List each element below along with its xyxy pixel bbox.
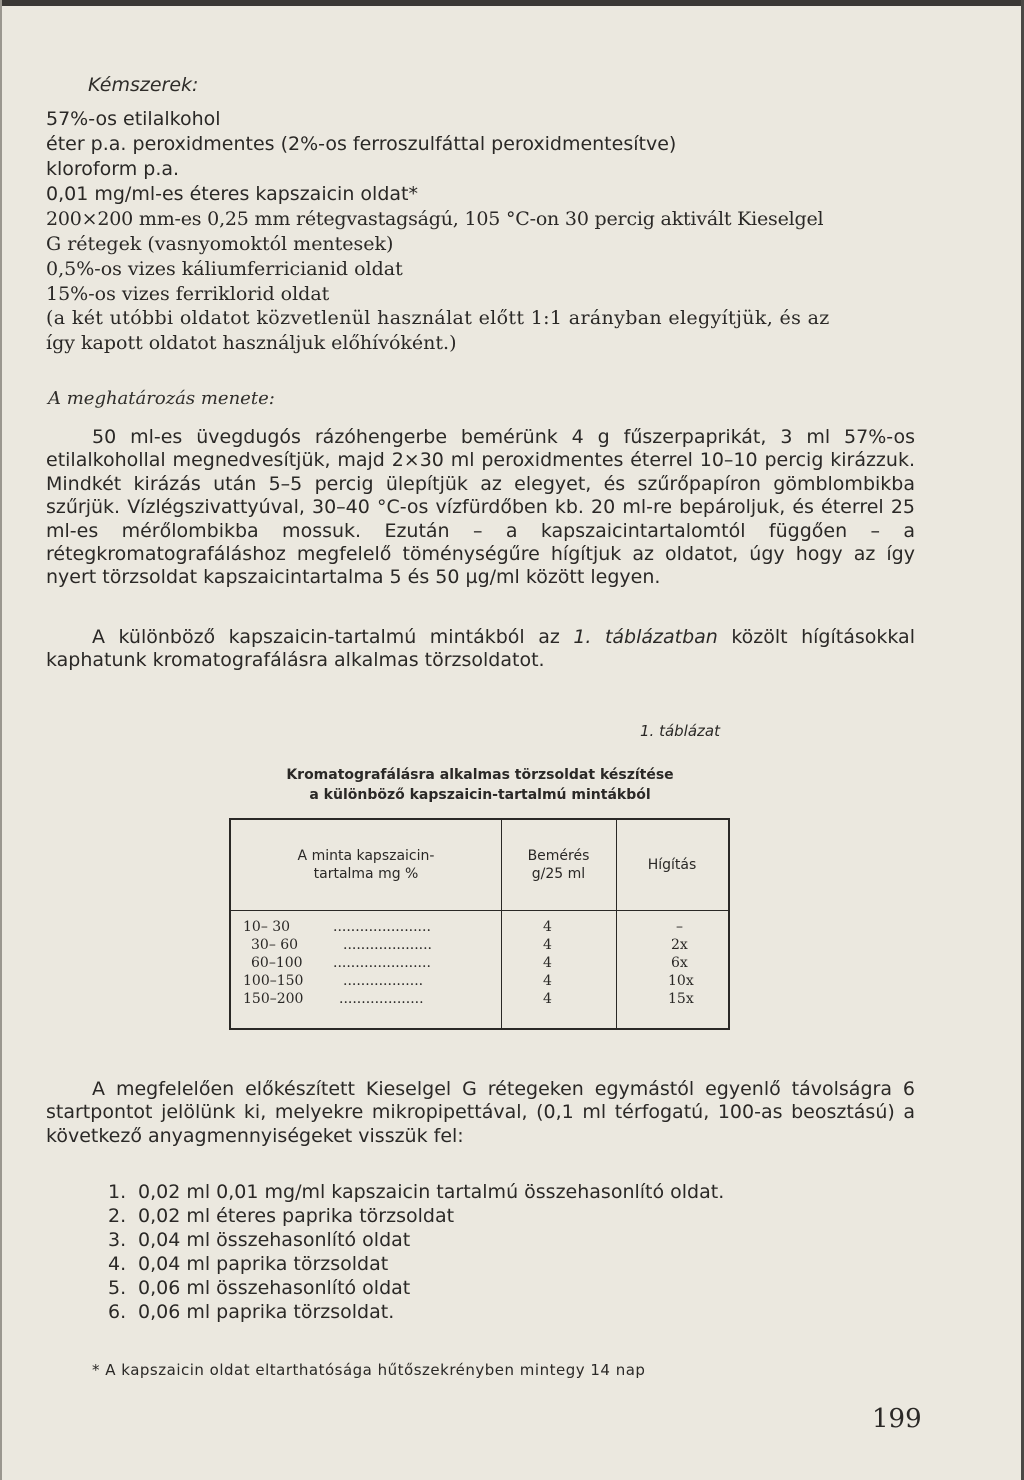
page-number: 199 [872,1404,922,1434]
page-edge-left [0,0,2,1480]
reagents-heading: Kémszerek: [88,74,199,96]
reagent-line: így kapott oldatot használjuk előhívóként.) [46,332,457,354]
list-number: 5. [108,1277,127,1299]
table-caption-line1: Kromatografálásra alkalmas törzsoldat készítése [286,767,674,783]
reagent-line: 0,5%-os vizes káliumferricianid oldat [46,258,403,280]
list-item [108,1300,394,1324]
top-rule [0,0,1024,6]
list-text: 0,02 ml éteres paprika törzsoldat [138,1205,455,1227]
table-cell-range: 10– 30 [243,919,291,935]
application-paragraph [46,1078,915,1148]
table-cell-leader: .................... [343,937,433,953]
table-reference-link: 1. táblázatban [573,626,718,648]
table-column-divider [501,820,502,1028]
table-cell-weight: 4 [543,937,552,953]
procedure-heading: A meghatározás menete: [48,388,275,409]
table-header-divider [231,910,728,911]
list-number: 6. [108,1301,127,1323]
table-cell-leader: ...................... [333,955,431,971]
table-cell-dilution: 6x [671,955,688,971]
table-cell-leader: ...................... [333,919,431,935]
reagent-line: G rétegek (vasnyomoktól mentesek) [46,233,394,255]
table-cell-leader: ................... [339,991,424,1007]
list-item [108,1204,454,1228]
list-number: 4. [108,1253,127,1275]
list-text: 0,06 ml összehasonlító oldat [138,1277,411,1299]
table-reference-before: A különböző kapszaicin-tartalmú mintákból az [92,626,574,648]
list-text: 0,06 ml paprika törzsoldat. [138,1301,395,1323]
table-caption-line2: a különböző kapszaicin-tartalmú mintákból [309,787,651,803]
procedure-paragraph-text: 50 ml-es üvegdugós rázóhengerbe bemérünk 4 g fűszerpaprikát, 3 ml 57%-os etilalkohollal megnedvesítjük, majd 2×30 ml peroxidmentes éterrel 10–10 percig kirázzuk. Mindkét kirázás után 5–5 percig ülepítjük az elegyet, és szűrőpapíron gömblombikba szűrjük. Vízlégszivattyúval, 30–40 °C-os vízfürdőben kb. 20 ml-re bepároljuk, és éterrel 25 ml-es mérőlombikba mossuk. Ezután – a kapszaicintartalomtól függően – a rétegkromatografáláshoz megfelelő töménységűre hígítjuk az oldatot, úgy hogy az így nyert törzsoldat kapszaicintartalma 5 és 50 µg/ml között legyen. [46,426,915,589]
list-number: 1. [108,1181,127,1203]
table-cell-dilution: 2x [671,937,688,953]
list-text: 0,02 ml 0,01 mg/ml kapszaicin tartalmú összehasonlító oldat. [138,1181,725,1203]
table-header-weight: Bemérés g/25 ml [527,848,590,882]
application-paragraph-text: A megfelelően előkészített Kieselgel G rétegeken egymástól egyenlő távolságra 6 startpontot jelölünk ki, melyekre mikropipettával, (0,1 ml térfogatú, 100-as beosztású) a következő anyagmennyiségeket visszük fel: [46,1078,915,1147]
list-number: 2. [108,1205,127,1227]
table-header-dilution: Hígítás [647,857,697,873]
table-cell-dilution: – [676,919,683,935]
table-cell-range: 150–200 [243,991,304,1007]
table-cell-leader: .................. [343,973,424,989]
table-reference-after: közölt hígításokkal kaphatunk kromatografálásra alkalmas törzsoldatot. [46,626,915,672]
reagent-line: kloroform p.a. [46,158,180,180]
list-text: 0,04 ml paprika törzsoldat [138,1253,389,1275]
table-cell-dilution: 10x [668,973,694,989]
table-reference-paragraph [46,626,915,673]
list-number: 3. [108,1229,127,1251]
dilution-table [229,818,730,1030]
table-column-divider [616,820,617,1028]
procedure-paragraph [46,426,915,590]
list-item [108,1228,410,1252]
reagent-line: 57%-os etilalkohol [46,108,221,130]
reagent-line: 0,01 mg/ml-es éteres kapszaicin oldat* [46,183,418,205]
table-cell-dilution: 15x [668,991,694,1007]
footnote: * A kapszaicin oldat eltarthatósága hűtőszekrényben mintegy 14 nap [92,1361,646,1379]
reagent-line: éter p.a. peroxidmentes (2%-os ferroszulfáttal peroxidmentesítve) [46,133,677,155]
table-cell-range: 100–150 [243,973,304,989]
table-cell-range: 30– 60 [251,937,299,953]
list-item [108,1252,388,1276]
list-text: 0,04 ml összehasonlító oldat [138,1229,411,1251]
reagent-line: 15%-os vizes ferriklorid oldat [46,283,330,305]
table-cell-weight: 4 [543,991,552,1007]
list-item [108,1276,410,1300]
table-cell-weight: 4 [543,919,552,935]
list-item [108,1180,724,1204]
table-cell-range: 60–100 [251,955,303,971]
table-cell-weight: 4 [543,973,552,989]
reagent-line: (a két utóbbi oldatot közvetlenül használat előtt 1:1 arányban elegyítjük, és az [46,307,830,329]
table-label: 1. táblázat [640,722,720,740]
reagent-line: 200×200 mm-es 0,25 mm rétegvastagságú, 105 °C-on 30 percig aktivált Kieselgel [46,208,824,230]
table-header-content: A minta kapszaicin- tartalma mg % [297,848,435,882]
table-cell-weight: 4 [543,955,552,971]
